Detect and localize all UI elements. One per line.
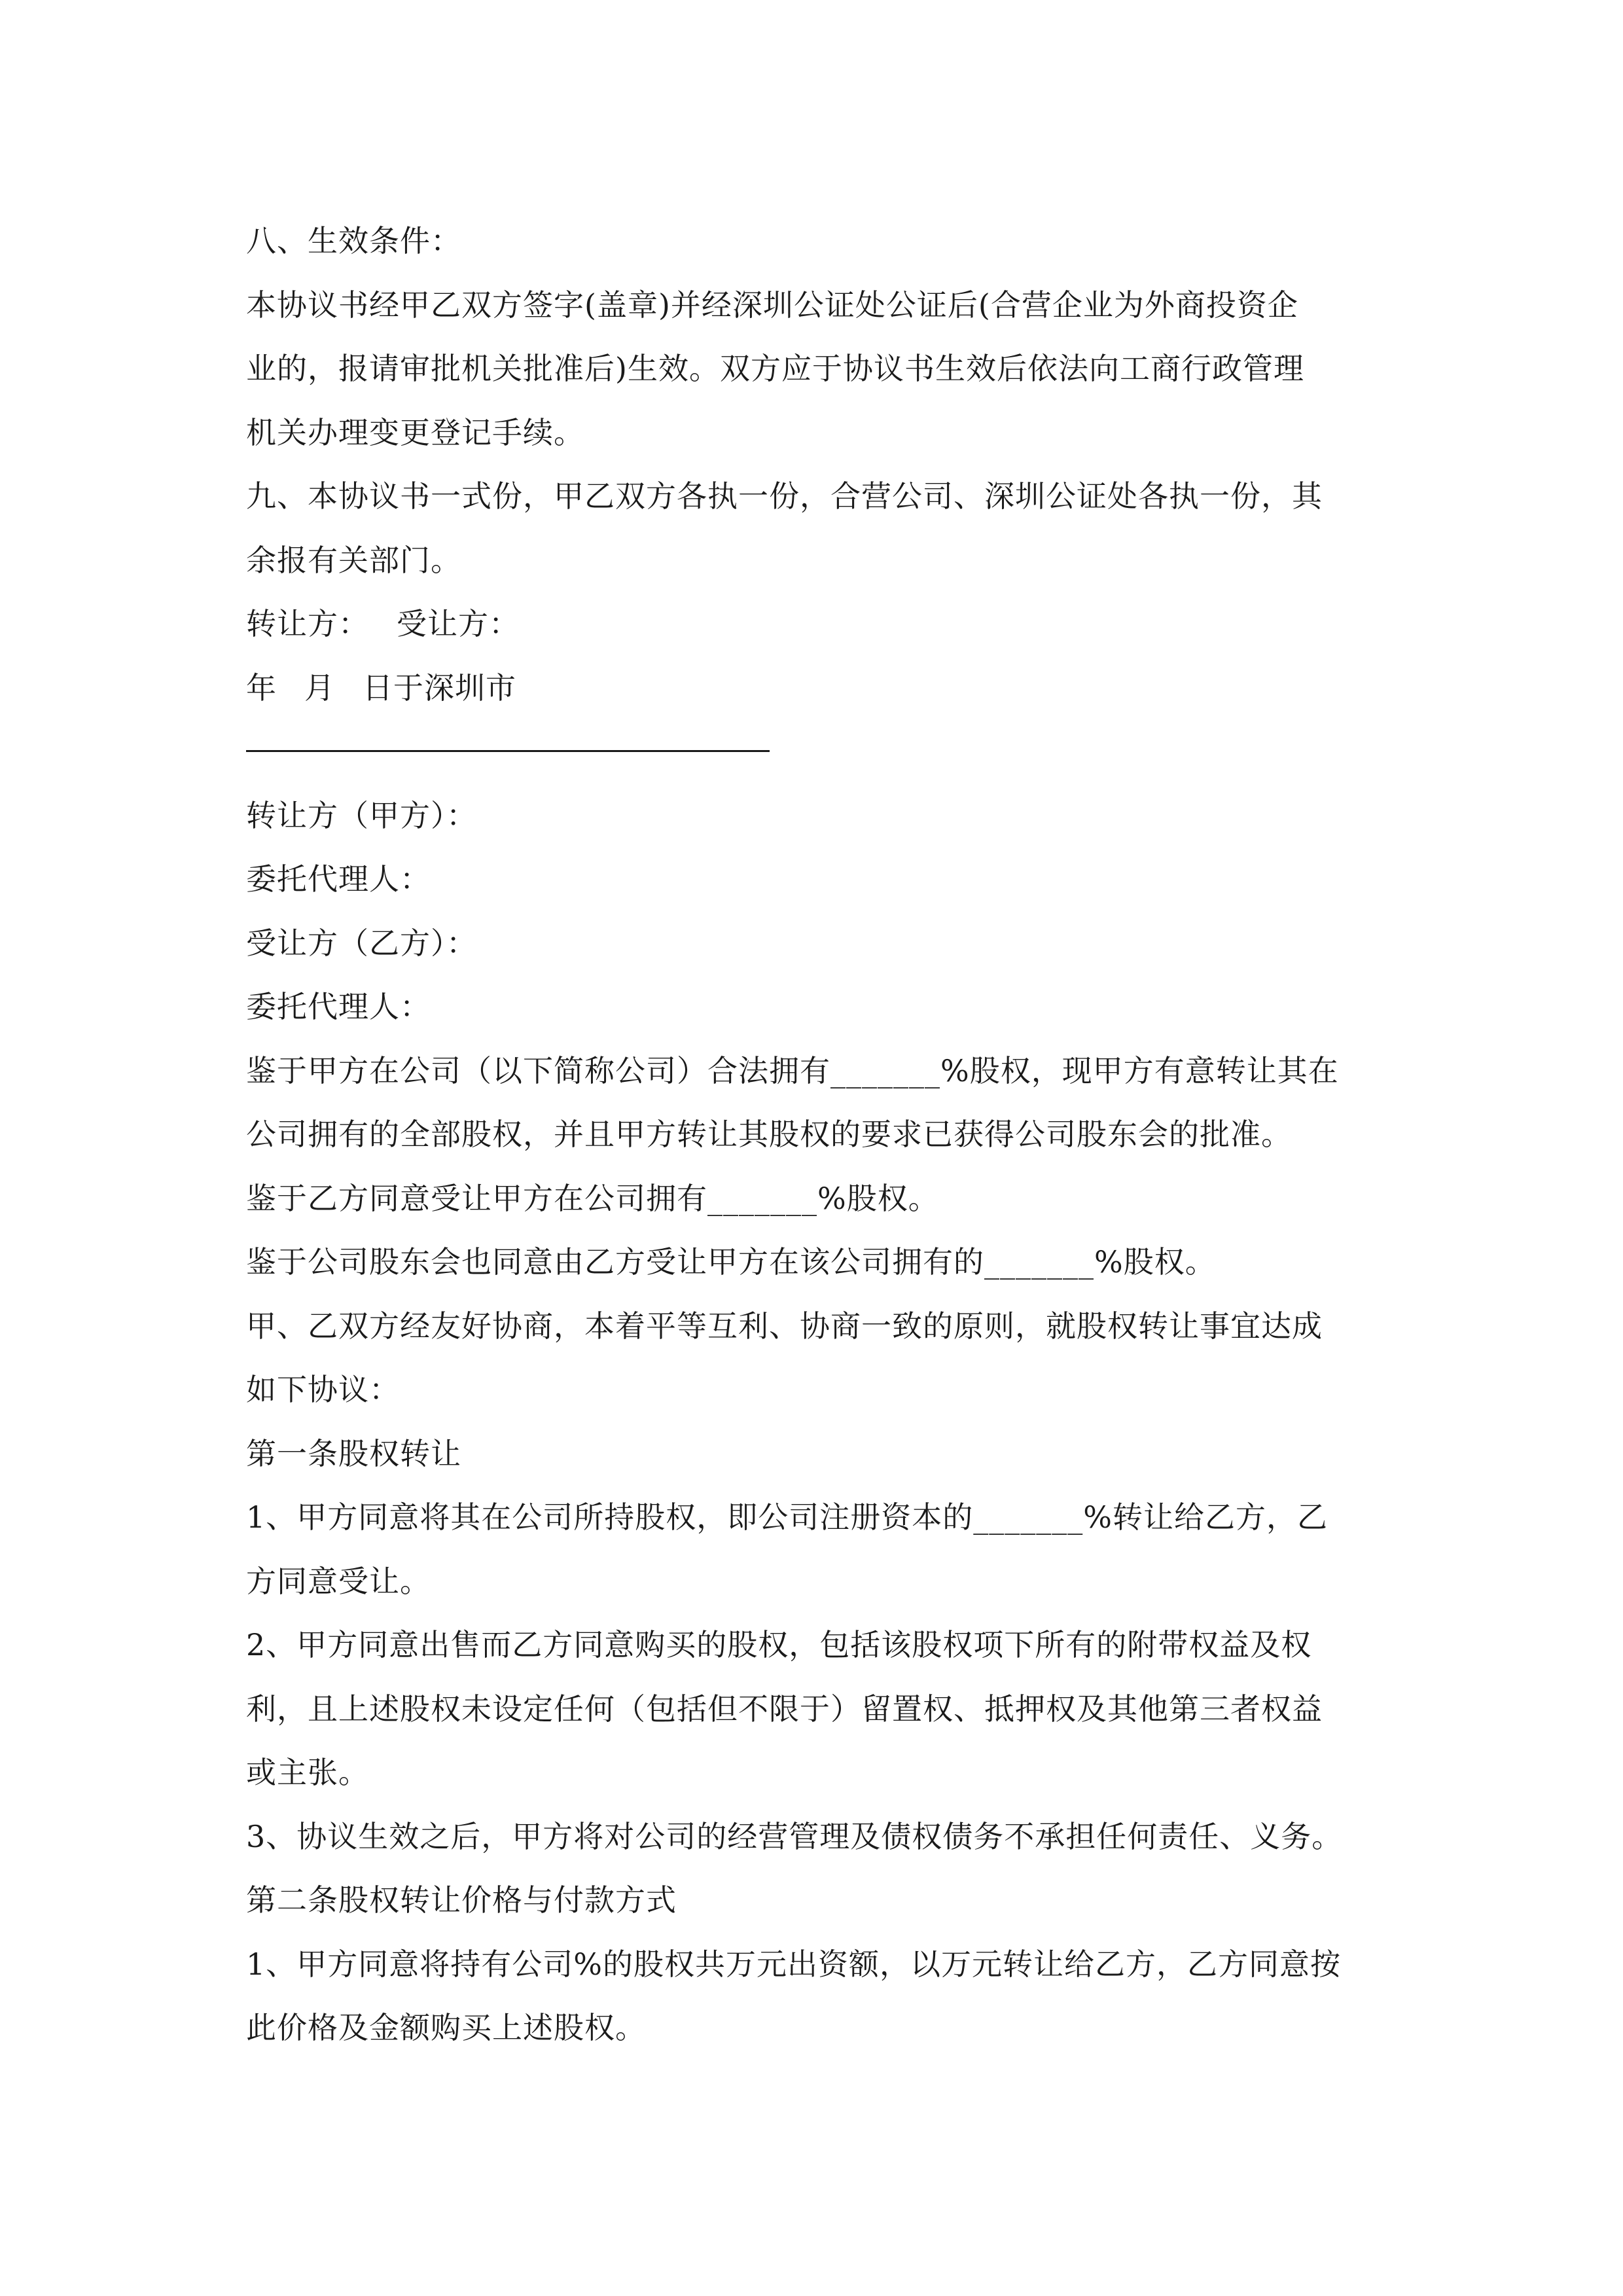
section9-line: 余报有关部门。 bbox=[246, 542, 461, 578]
article2-item-line: 1、甲方同意将持有公司%的股权共万元出资额，以万元转让给乙方，乙方同意按 bbox=[246, 1946, 1341, 1982]
article1-item-line: 2、甲方同意出售而乙方同意购买的股权，包括该股权项下所有的附带权益及权 bbox=[246, 1627, 1312, 1662]
article1-title: 第一条股权转让 bbox=[246, 1435, 461, 1471]
agent-a-line: 委托代理人： bbox=[246, 861, 431, 897]
recital-line: 鉴于公司股东会也同意由乙方受让甲方在该公司拥有的_______%股权。 bbox=[246, 1244, 1216, 1280]
party-b-line: 受让方（乙方）： bbox=[246, 925, 477, 961]
preamble-line: 甲、乙双方经友好协商，本着平等互利、协商一致的原则，就股权转让事宜达成 bbox=[246, 1308, 1323, 1344]
date-year: 年 bbox=[246, 670, 277, 706]
document-page bbox=[246, 209, 1385, 2060]
article1-item-line: 方同意受让。 bbox=[246, 1563, 431, 1599]
divider-rule bbox=[246, 750, 770, 752]
transferor-label: 转让方： bbox=[246, 606, 369, 641]
signature-date bbox=[246, 656, 1385, 721]
signature-parties bbox=[246, 592, 1385, 656]
section8-body-line: 业的，报请审批机关批准后)生效。双方应于协议书生效后依法向工商行政管理 bbox=[246, 351, 1304, 386]
date-day-place: 日于深圳市 bbox=[363, 670, 516, 706]
recital-line: 鉴于乙方同意受让甲方在公司拥有_______%股权。 bbox=[246, 1180, 939, 1216]
section9-line: 九、本协议书一式份，甲乙双方各执一份，合营公司、深圳公证处各执一份，其 bbox=[246, 478, 1323, 514]
recital-line: 公司拥有的全部股权，并且甲方转让其股权的要求已获得公司股东会的批准。 bbox=[246, 1117, 1292, 1152]
article1-item-line: 1、甲方同意将其在公司所持股权，即公司注册资本的_______%转让给乙方，乙 bbox=[246, 1499, 1328, 1535]
party-a-line: 转让方（甲方）： bbox=[246, 797, 477, 833]
preamble-line: 如下协议： bbox=[246, 1372, 400, 1407]
date-month: 月 bbox=[304, 670, 335, 706]
article1-item-line: 利，且上述股权未设定任何（包括但不限于）留置权、抵押权及其他第三者权益 bbox=[246, 1691, 1323, 1727]
transferee-label: 受让方： bbox=[397, 606, 520, 641]
article2-title: 第二条股权转让价格与付款方式 bbox=[246, 1882, 677, 1918]
section-divider bbox=[246, 720, 1385, 784]
article1-item-line: 3、协议生效之后，甲方将对公司的经营管理及债权债务不承担任何责任、义务。 bbox=[246, 1818, 1343, 1854]
article1-item-line: 或主张。 bbox=[246, 1755, 369, 1790]
article2-item-line: 此价格及金额购买上述股权。 bbox=[246, 2010, 646, 2045]
agent-b-line: 委托代理人： bbox=[246, 989, 431, 1024]
recital-line: 鉴于甲方在公司（以下简称公司）合法拥有_______%股权，现甲方有意转让其在 bbox=[246, 1052, 1339, 1088]
section8-heading: 八、生效条件： bbox=[246, 223, 461, 259]
section8-body-line: 本协议书经甲乙双方签字(盖章)并经深圳公证处公证后(合营企业为外商投资企 bbox=[246, 287, 1298, 323]
section8-body-line: 机关办理变更登记手续。 bbox=[246, 414, 584, 450]
